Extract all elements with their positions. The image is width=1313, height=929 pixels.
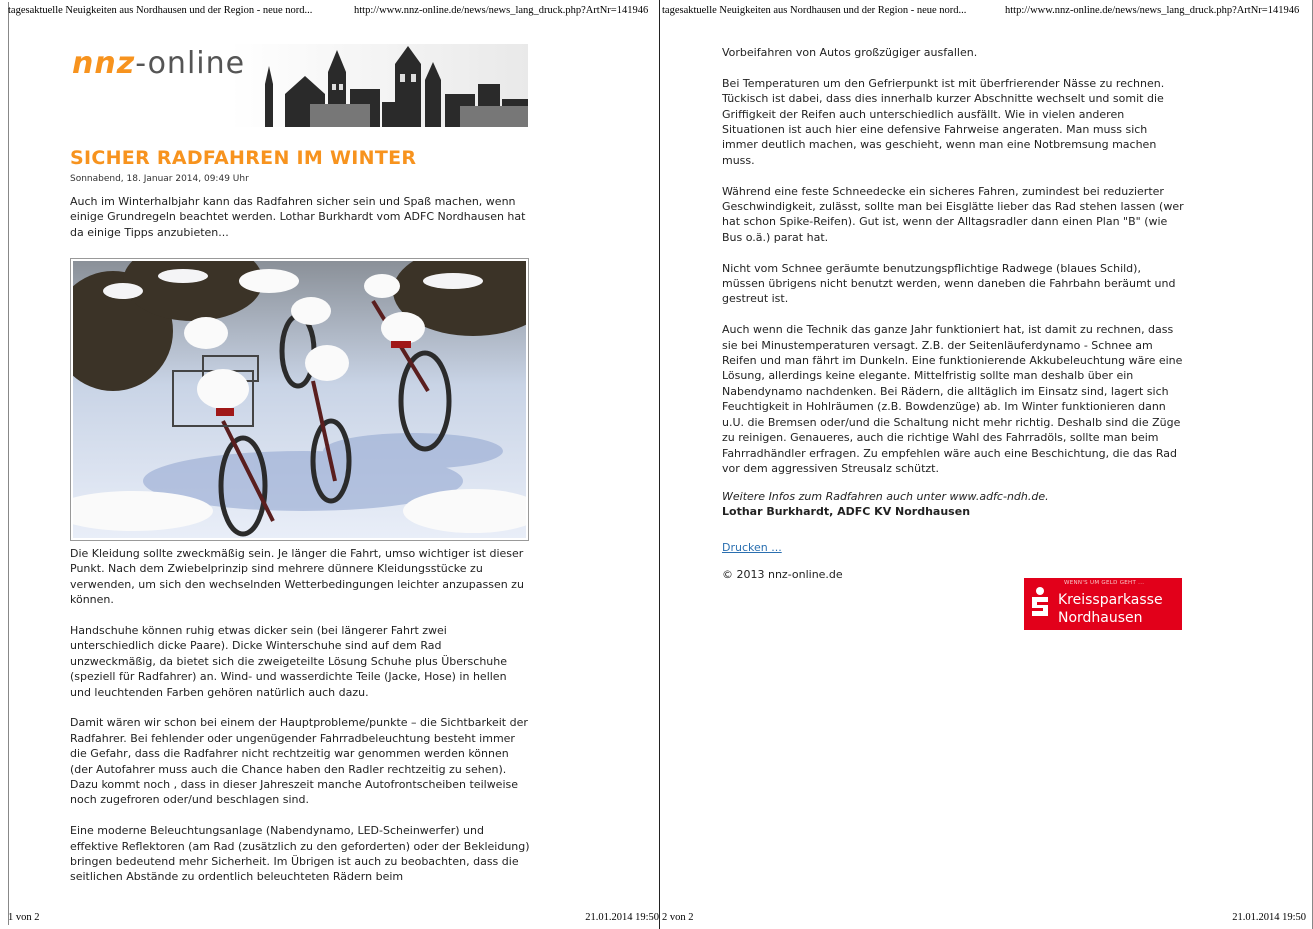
article-lead: Auch im Winterhalbjahr kann das Radfahren sicher sein und Spaß machen, wenn einige Grundregeln beachtet werden. Lothar Burkhardt vom ADFC Nordhausen hat da einige Tipps anzubieten... (70, 195, 526, 239)
page-footer-number: 1 von 2 (8, 912, 40, 923)
paragraph-gloves-shoes: Handschuhe können ruhig etwas dicker sein (bei längerer Fahrt zwei unterschiedlich dicke Paare). Dicke Winterschuhe sind auf dem Rad unzweckmäßig, da bietet sich die zweigeteilte Lösung Schuhe plus Überschuhe (speziell für Radfahrer) an. Wind- und wasserdichte Teile (Jacke, Hose) in hellen und leuchtenden Farben gehören natürlich auch dazu. (70, 624, 508, 699)
page-header-url: http://www.nnz-online.de/news/news_lang_druck.php?ArtNr=141946 (354, 5, 649, 16)
paragraph-lighting: Eine moderne Beleuchtungsanlage (Nabendynamo, LED-Scheinwerfer) und effektive Reflektoren (am Rad (zusätzlich zu den geforderten) oder der Bekleidung) bringen bedeutend mehr Sicherheit. Im Übrigen ist auch zu beobachten, dass die seitlichen Abstände zu ordentlich beleuchteten Rädern beim (70, 824, 530, 884)
print-link[interactable]: Drucken ... (722, 541, 782, 554)
paragraph-cycle-paths: Nicht vom Schnee geräumte benutzungspflichtige Radwege (blaues Schild), müssen übrigens nicht benutzt werden, wenn daneben die Fahrbahn beräumt und gestreut ist. (722, 261, 1176, 306)
article-dateline: Sonnabend, 18. Januar 2014, 09:49 Uhr (70, 174, 249, 184)
paragraph-technology: Auch wenn die Technik das ganze Jahr funktioniert hat, ist damit zu rechnen, dass sie bei Minustemperaturen versagt. Z.B. der Seitenläuferdynamo - Schnee am Reifen und man fährt im Dunkeln. Eine funktionierende Akkubeleuchtung wäre eine Lösung, allerdings keine elegante. Mittelfristig sollte man deshalb über ein Nabendynamo nachdenken. Bei Rädern, die alltäglich im Einsatz sind, lagert sich Feuchtigkeit in Hohlräumen (z.B. Bowdenzüge) ab. Im Winter funktionieren dann u.U. die Bremsen oder/und die Schaltung nicht mehr richtig. Deshalb sind die Züge zu reinigen. Genaueres, auch die richtige Wahl des Fahrradöls, sollte man beim Fahrradhändler erfragen. Zu empfehlen wäre auch eine Beschichtung, die das Rad vor dem aggressiven Streusalz schützt. (722, 323, 1183, 475)
logo-wordmark (72, 46, 245, 81)
paragraph-freezing: Bei Temperaturen um den Gefrierpunkt ist mit überfrierender Nässe zu rechnen. Tückisch ist dabei, dass dies innerhalb kurzer Abschnitte wechselt und somit die Griffigkeit der Reifen auch unterschiedlich ausfällt. Wie in vielen anderen Situationen ist auch hier eine defensive Fahrweise angeraten. Man muss sich immer deutlich machen, was geschieht, wenn man eine Notbremsung machen muss. (722, 76, 1165, 167)
article-body-page2 (722, 45, 1186, 492)
paragraph-visibility: Damit wären wir schon bei einem der Hauptprobleme/punkte – die Sichtbarkeit der Radfahrer. Bei fehlender oder ungenügender Fahrradbeleuchtung besteht immer die Gefahr, dass die Radfahrer nicht rechtzeitig war genommen werden können (der Autofahrer muss auch die Chance haben den Radler rechtzeitig zu sehen). Dazu kommt noch , dass in dieser Jahreszeit manche Autofrontscheiben teilweise noch zugefroren oder/und beschlagen sind. (70, 716, 528, 807)
print-page-2 (661, 0, 1313, 929)
page-footer-number: 2 von 2 (662, 912, 694, 923)
article-headline: SICHER RADFAHREN IM WINTER (70, 147, 417, 169)
more-info-line: Weitere Infos zum Radfahren auch unter www.adfc-ndh.de. (722, 490, 1049, 503)
logo-brand: nnz (72, 46, 136, 81)
logo-suffix: -online (135, 46, 246, 81)
article-body-page1 (70, 546, 530, 900)
nnz-online-logo[interactable] (70, 44, 528, 127)
page-header-title: tagesaktuelle Neuigkeiten aus Nordhausen und der Region - neue nord... (662, 5, 967, 16)
ad-slogan: WENN'S UM GELD GEHT ... (1064, 580, 1145, 586)
ad-line-2: Nordhausen (1058, 610, 1143, 626)
ad-line-1: Kreissparkasse (1058, 592, 1163, 608)
page-header-url: http://www.nnz-online.de/news/news_lang_druck.php?ArtNr=141946 (1005, 5, 1300, 16)
page-header-title: tagesaktuelle Neuigkeiten aus Nordhausen und der Region - neue nord... (8, 5, 313, 16)
copyright: © 2013 nnz-online.de (722, 568, 843, 581)
article-photo-snowy-bicycles (70, 258, 529, 541)
ad-text (1058, 591, 1163, 627)
paragraph-passing-cars: Vorbeifahren von Autos großzügiger ausfallen. (722, 46, 978, 59)
paragraph-clothing: Die Kleidung sollte zweckmäßig sein. Je länger die Fahrt, umso wichtiger ist dieser Punkt. Nach dem Zwiebelprinzip sind mehrere dünnere Kleidungsstücke zu verwenden, um sich den wechselnden Wetterbedingungen leichter anzupassen zu können. (70, 547, 524, 607)
page-footer-date: 21.01.2014 19:50 (1232, 912, 1306, 923)
paragraph-snow-cover: Während eine feste Schneedecke ein sicheres Fahren, zumindest bei reduzierter Geschwindigkeit, zulässt, sollte man bei Eisglätte lieber das Rad stehen lassen (wer hat schon Spike-Reifen). Gut ist, wenn der Alltagsradler dann einen Plan "B" (wie Bus o.ä.) parat hat. (722, 184, 1184, 244)
article-author: Lothar Burkhardt, ADFC KV Nordhausen (722, 505, 971, 518)
kreissparkasse-ad-banner[interactable] (1024, 578, 1182, 630)
snowy-bicycles-image (73, 261, 526, 538)
sparkasse-s-logo-icon (1029, 586, 1051, 620)
page-footer-date: 21.01.2014 19:50 (585, 912, 659, 923)
